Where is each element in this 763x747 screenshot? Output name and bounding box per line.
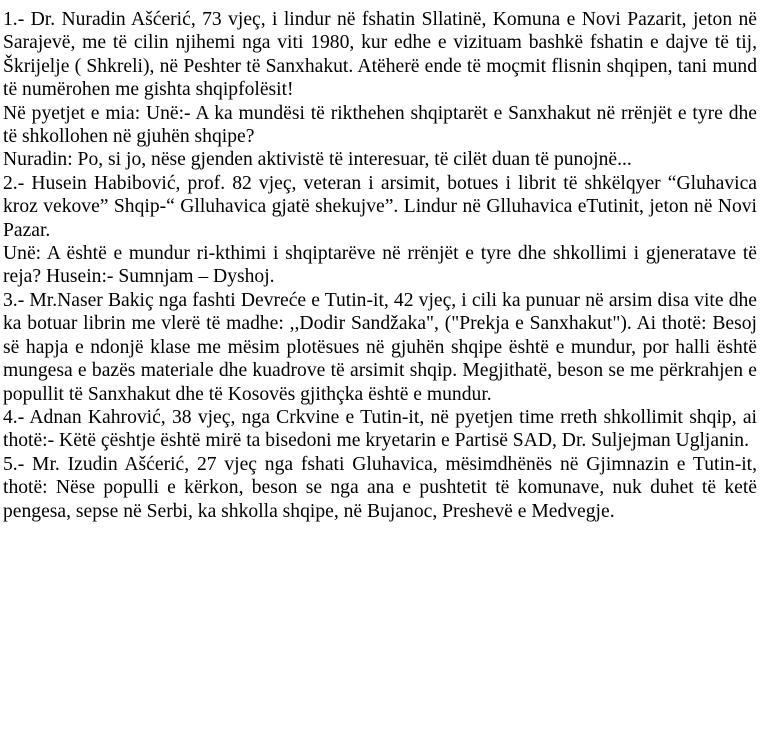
paragraph-3: Nuradin: Po, si jo, nëse gjenden aktivistë të interesuar, të cilët duan të punojnë... bbox=[3, 149, 632, 171]
paragraph-1: 1.- Dr. Nuradin Ašćerić, 73 vjeç, i lindur në fshatin Sllatinë, Komuna e Novi Pazarit, jeton në Sarajevë, me të cilin njihemi nga viti 1980, kur edhe e vizituam bashkë fshatin e dajve të tij, Škrijelje ( Shkreli), në Peshter të Sanxhakut. Atëherë ende të moçmit flisnin shqipen, tani mund të numërohen me gishta shqipfolësit! bbox=[3, 9, 757, 101]
paragraph-7: 4.- Adnan Kahrović, 38 vjeç, nga Crkvine e Tutin-it, në pyetjen time rreth shkollimit shqip, ai thotë:- Këtë çështje është mirë ta bisedoni me kryetarin e Partisë SAD, Dr. Suljejman Ugljanin. bbox=[3, 406, 757, 452]
paragraph-4: 2.- Husein Habibović, prof. 82 vjeç, veteran i arsimit, botues i librit të shkëlqyer “Gluhavica kroz vekove” Shqip-“ Glluhavica gjatë shekujve”. Lindur në Glluhavica eTutinit, jeton në Novi Pazar. bbox=[3, 172, 757, 241]
paragraph-2: Në pyetjet e mia: Unë:- A ka mundësi të rikthehen shqiptarët e Sanxhakut në rrënjët e tyre dhe të shkollohen në gjuhën shqipe? bbox=[3, 102, 757, 148]
paragraph-6: 3.- Mr.Naser Bakiç nga fashti Devreće e Tutin-it, 42 vjeç, i cili ka punuar në arsim disa vite dhe ka botuar librin me vlerë të madhe: ,,Dodir Sandžaka", ("Prekja e Sanxhakut"). Ai thotë: Besoj së hapja e ndonjë klase me mësim plotësues në gjuhën shqipe është e mundur, por halli është mungesa e bazës materiale dhe kuadrove të arsimit shqip. Megjithatë, beson se me përkrahjen e popullit të Sanxhakut dhe të Kosovës gjithçka është e mundur. bbox=[3, 289, 757, 405]
paragraph-8: 5.- Mr. Izudin Ašćerić, 27 vjeç nga fshati Gluhavica, mësimdhënës në Gjimnazin e Tutin-it, thotë: Nëse populli e kërkon, beson se nga ana e pushtetit të komunave, nuk duhet të ketë pengesa, sepse në Serbi, ka shkolla shqipe, në Bujanoc, Preshevë e Medvegje. bbox=[3, 453, 757, 522]
paragraph-5: Unë: A është e mundur ri-kthimi i shqiptarëve në rrënjët e tyre dhe shkollimi i gjeneratave të reja? Husein:- Sumnjam – Dyshoj. bbox=[3, 243, 757, 288]
